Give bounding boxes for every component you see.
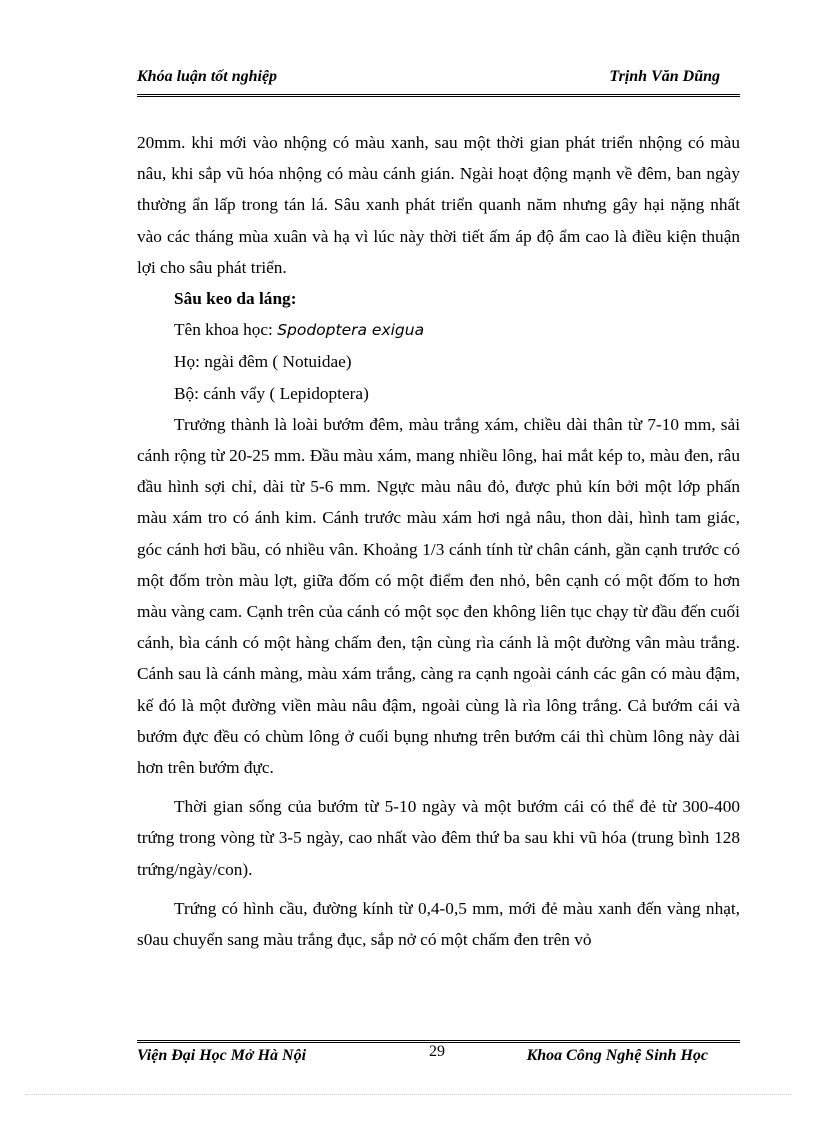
page-header (137, 66, 740, 97)
footer-faculty: Khoa Công Nghệ Sinh Học (526, 1047, 708, 1064)
footer-institution: Viện Đại Học Mở Hà Nội (137, 1047, 307, 1064)
paragraph-eggs: Trứng có hình cầu, đường kính từ 0,4-0,5 mm, mới đẻ màu xanh đến vàng nhạt, s0au chuyển sang màu trắng đục, sắp nở có một chấm đen trên vỏ (137, 898, 740, 950)
header-author: Trịnh Văn Dũng (609, 68, 720, 85)
scientific-name: Spodoptera exigua (277, 321, 425, 340)
heading-text: Sâu keo da láng: (174, 289, 297, 309)
paragraph-intro: 20mm. khi mới vào nhộng có màu xanh, sau một thời gian phát triển nhộng có màu nâu, khi sắp vũ hóa nhộng có màu cánh gián. Ngài hoạt động mạnh về đêm, ban ngày thường ẩn lấp trong tán lá. Sâu xanh phát triển quanh năm nhưng gây hại nặng nhất vào các tháng mùa xuân và hạ vì lúc này thời tiết ấm áp độ ẩm cao là điều kiện thuận lợi cho sâu phát triển. (137, 133, 740, 277)
document-body (137, 127, 740, 955)
family-line: Họ: ngài đêm ( Notuidae) (174, 352, 352, 372)
page-number: 29 (429, 1043, 445, 1060)
page-edge-divider (25, 1094, 791, 1095)
section-heading (137, 283, 740, 314)
order-line: Bộ: cánh vẩy ( Lepidoptera) (174, 383, 369, 403)
header-thesis-title: Khóa luận tốt nghiệp (137, 68, 278, 85)
paragraph-adult-description: Trưởng thành là loài bướm đêm, màu trắng xám, chiều dài thân từ 7-10 mm, sải cánh rộng từ 20-25 mm. Đầu màu xám, mang nhiều lông, hai mắt kép to, màu đen, râu đầu hình sợi chỉ, dài từ 5-6 mm. Ngực màu nâu đỏ, được phủ kín bởi một lớp phấn màu xám tro có ánh kim. Cánh trước màu xám hơi ngả nâu, thon dài, hình tam giác, góc cánh hơi bầu, có nhiều vân. Khoảng 1/3 cánh tính từ chân cánh, gần cạnh trước có một đốm tròn màu lợt, giữa đốm có một điểm đen nhỏ, bên cạnh có một đốm to hơn màu vàng cam. Cạnh trên của cánh có một sọc đen không liên tục chạy từ đầu đến cuối cánh, bìa cánh có một hàng chấm đen, tận cùng rìa cánh là một đường vân màu trắng. Cánh sau là cánh màng, màu xám trắng, càng ra cạnh ngoài cánh các gân có màu đậm, kế đó là một đường viền màu nâu đậm, ngoài cùng là rìa lông trắng. Cả bướm cái và bướm đực đều có chùm lông ở cuối bụng nhưng trên bướm cái thì chùm lông này dài hơn trên bướm đực. (137, 414, 740, 778)
scientific-name-label: Tên khoa học: (174, 320, 278, 340)
paragraph-lifespan: Thời gian sống của bướm từ 5-10 ngày và một bướm cái có thể đẻ từ 300-400 trứng trong vòng từ 3-5 ngày, cao nhất vào đêm thứ ba sau khi vũ hóa (trung bình 128 trứng/ngày/con). (137, 797, 740, 879)
page-footer (137, 1040, 740, 1071)
scientific-name-line (137, 314, 740, 346)
